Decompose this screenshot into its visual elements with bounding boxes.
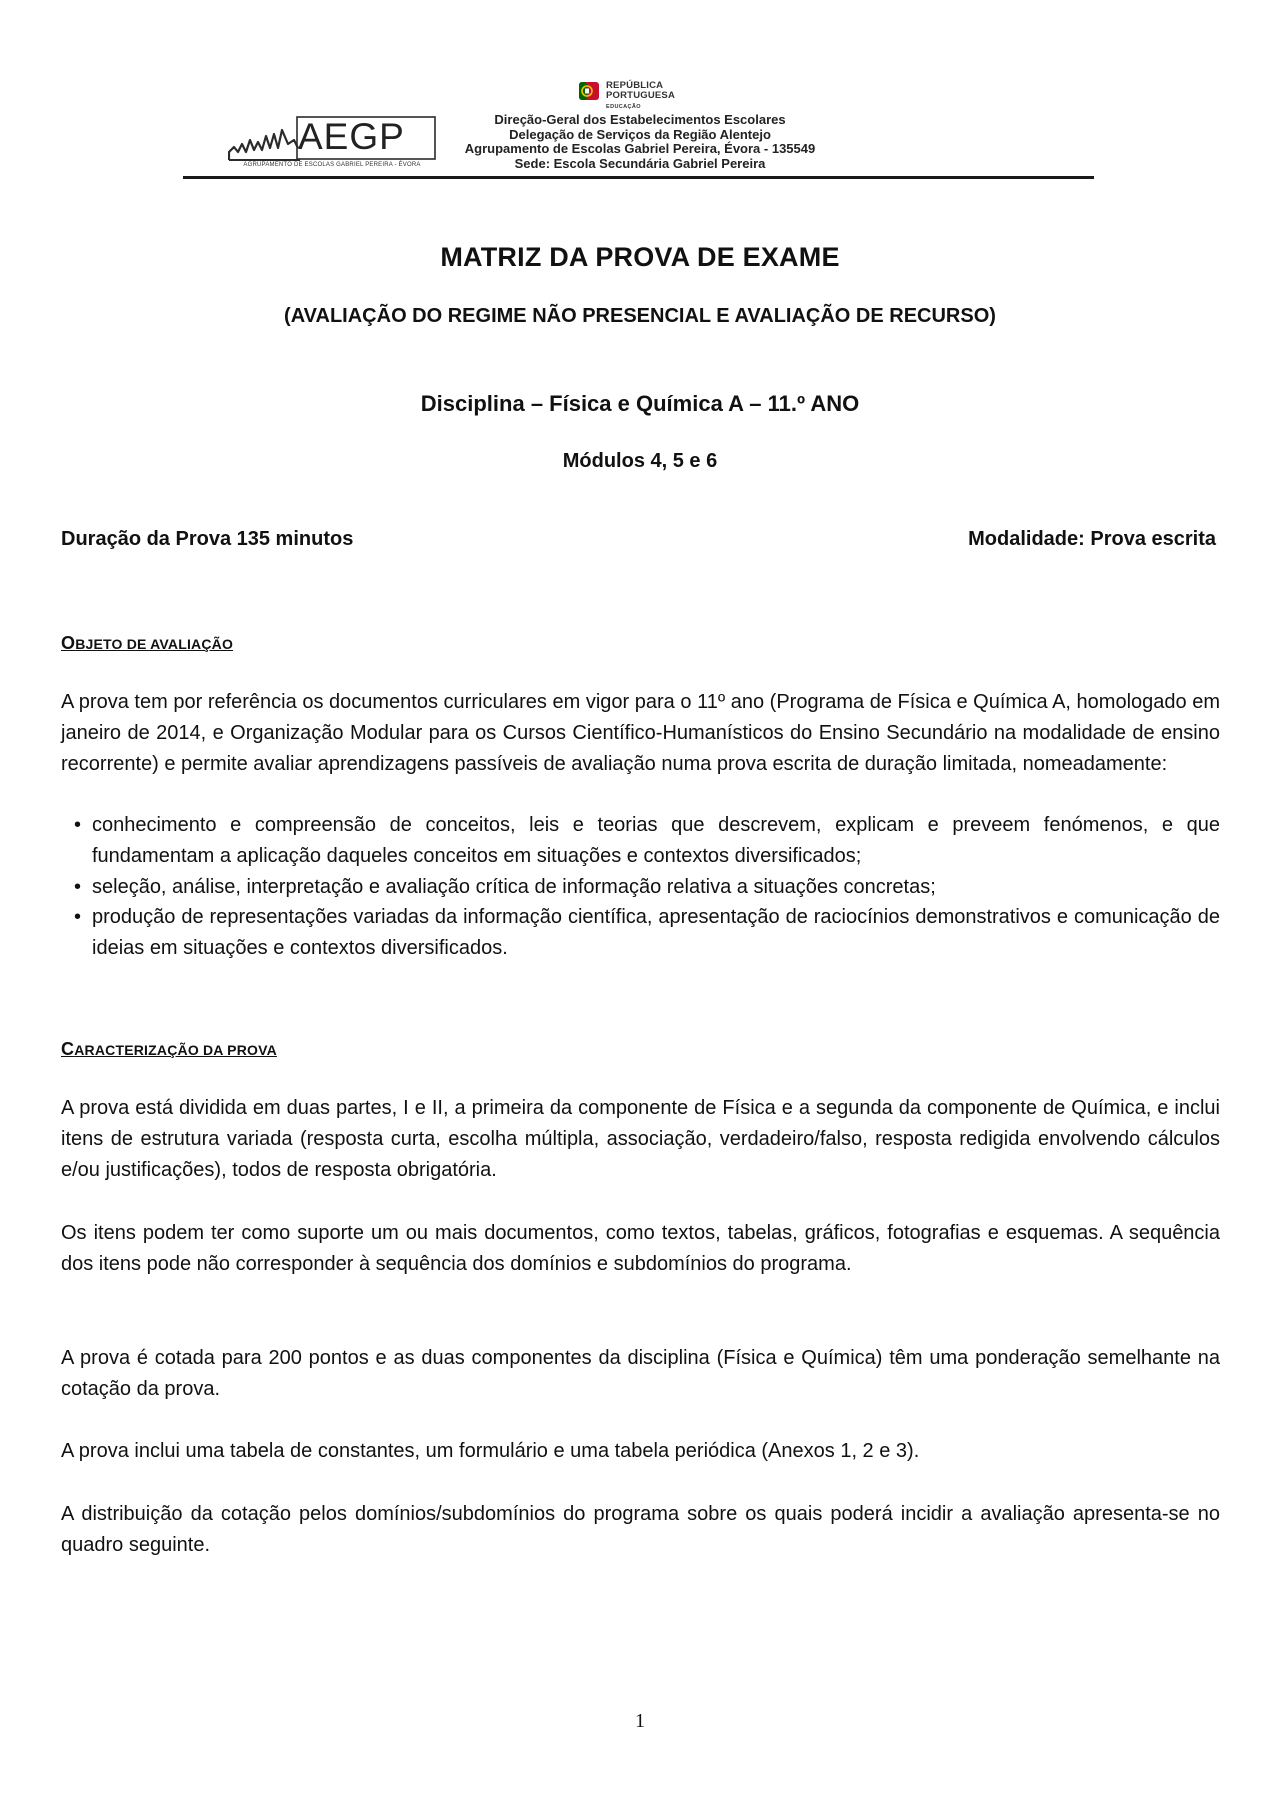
list-item: • produção de representações variadas da informação científica, apresentação de raciocínios demonstrativos e comunicação de ideias em situações e contextos diversificados. — [74, 906, 1220, 960]
modules-title: Módulos 4, 5 e 6 — [562, 450, 718, 472]
government-name: REPÚBLICA PORTUGUESA — [606, 80, 676, 101]
government-ministry: EDUCAÇÃO — [606, 104, 641, 110]
institution-line: Sede: Escola Secundária Gabriel Pereira — [514, 155, 766, 171]
caracterizacao-paragraph: A prova inclui uma tabela de constantes, um formulário e uma tabela periódica (Anexos 1, 2 e 3). — [61, 1440, 920, 1462]
institution-line: Agrupamento de Escolas Gabriel Pereira, Évora - 135549 — [464, 141, 816, 156]
aegp-logo-tagline: AGRUPAMENTO DE ESCOLAS GABRIEL PEREIRA - ÉVORA — [243, 162, 421, 168]
objeto-intro-paragraph: A prova tem por referência os documentos curriculares em vigor para o 11º ano (Programa de Física e Química A, homologado em janeiro de 2014, e Organização Modular para os Cursos Científico-Humanísticos do Ensino Secundário na modalidade de ensino recorrente) e permite avaliar aprendizagens passíveis de avaliação numa prova escrita de duração limitada, nomeadamente: — [61, 691, 1220, 775]
list-item: • seleção, análise, interpretação e avaliação crítica de informação relativa a situações concretas; — [74, 875, 936, 898]
section-heading-caracterizacao: CARACTERIZAÇÃO DA PROVA — [61, 1039, 277, 1059]
caracterizacao-paragraph: Os itens podem ter como suporte um ou mais documentos, como textos, tabelas, gráficos, fotografias e esquemas. A sequência dos itens pode não corresponder à sequência dos domínios e subdomínios do programa. — [61, 1222, 1220, 1275]
page-number: 1 — [635, 1710, 645, 1732]
caracterizacao-paragraph: A prova é cotada para 200 pontos e as duas componentes da disciplina (Física e Química) têm uma ponderação semelhante na cotação da prova. — [61, 1347, 1220, 1400]
exam-modality: Modalidade: Prova escrita — [968, 528, 1216, 550]
institution-line: Delegação de Serviços da Região Alentejo — [509, 126, 771, 142]
aegp-skyline-logo-icon — [228, 122, 300, 162]
aegp-logo-letters: AEGP — [298, 116, 405, 157]
aegp-logo — [228, 116, 436, 170]
objeto-bullet-list — [61, 810, 1220, 964]
document-subtitle: (AVALIAÇÃO DO REGIME NÃO PRESENCIAL E AVALIAÇÃO DE RECURSO) — [284, 305, 996, 327]
portuguese-republic-emblem-icon — [578, 80, 600, 102]
section-heading-objeto: OBJETO DE AVALIAÇÃO — [61, 633, 234, 653]
list-item: • conhecimento e compreensão de conceitos, leis e teorias que descrevem, explicam e preveem fenómenos, e que fundamentam a aplicação daqueles conceitos em situações e contextos diversificados; — [74, 814, 1220, 867]
institution-line: Direção-Geral dos Estabelecimentos Escolares — [494, 112, 786, 127]
caracterizacao-paragraph: A prova está dividida em duas partes, I e II, a primeira da componente de Física e a segunda da componente de Química, e inclui itens de estrutura variada (resposta curta, escolha múltipla, associação, verdadeiro/falso, resposta redigida envolvendo cálculos e/ou justificações), todos de resposta obrigatória. — [61, 1097, 1220, 1181]
discipline-title: Disciplina – Física e Química A – 11.º ANO — [420, 391, 860, 416]
header-divider — [183, 176, 1094, 179]
exam-duration: Duração da Prova 135 minutos — [61, 528, 354, 550]
caracterizacao-paragraph: A distribuição da cotação pelos domínios/subdomínios do programa sobre os quais poderá incidir a avaliação apresenta-se no quadro seguinte. — [61, 1503, 1220, 1556]
document-title: MATRIZ DA PROVA DE EXAME — [440, 242, 840, 272]
institution-lines — [430, 113, 850, 171]
aegp-logo-frame — [296, 116, 436, 160]
